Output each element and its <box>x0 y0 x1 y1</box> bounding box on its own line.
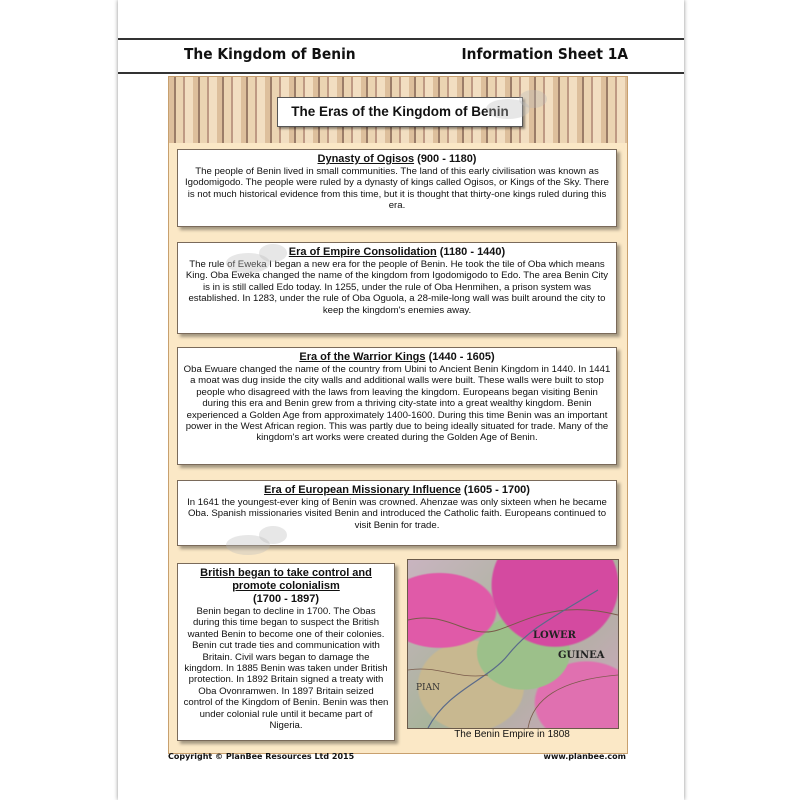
map-label-guinea: GUINEA <box>558 650 605 661</box>
content-frame <box>168 76 628 754</box>
era-heading: Era of the Warrior Kings (1440 - 1605) <box>299 351 495 363</box>
map-caption: The Benin Empire in 1808 <box>454 729 570 740</box>
map-lines <box>408 560 618 728</box>
era-box-ogisos <box>177 149 617 227</box>
website-footer: www.planbee.com <box>543 752 626 761</box>
era-text: The rule of Eweka I began a new era for the people of Benin. He took the tile of Oba which means King. Oba Eweka changed the name of the kingdom from Igodomigodo to Edo. The area Benin City is in is still called Edo today. In 1255, under the rule of Oba Henmihen, a prison system was established. In 1283, under the rule of Oba Oguola, a 28-mile-long wall was built around the city to keep the kingdom's enemies away. <box>185 259 609 316</box>
era-text: In 1641 the youngest-ever king of Benin was crowned. Ahenzae was only sixteen when he became Oba. Spanish missionaries visited Benin and introduced the Catholic faith. Europeans continued to visit Benin for trade. <box>187 497 607 531</box>
banner-title: The Eras of the Kingdom of Benin <box>277 97 523 127</box>
era-text: Oba Ewuare changed the name of the country from Ubini to Ancient Benin Kingdom in 1440. In 1441 a moat was dug inside the city walls and additional walls were built. These walls were built to stop people who disagreed with the laws from leaving the kingdom. Europeans began visiting Benin during this era and Benin grew from a thriving city-state into a great wealthy kingdom. Benin experienced a Golden Age from approximately 1400-1600. During this time Benin was an important power in the West African region. This was partly due to being ideally situated for trade. Many of the kingdom's art works were created during the Golden Age of Benin. <box>183 364 611 444</box>
information-sheet <box>118 0 684 800</box>
era-box-empire-consolidation <box>177 242 617 334</box>
map-label-pian: PIAN <box>416 683 440 693</box>
sheet-topic-title: The Kingdom of Benin <box>184 45 356 63</box>
map-label-lower: LOWER <box>533 630 576 641</box>
era-heading: Dynasty of Ogisos (900 - 1180) <box>317 153 477 165</box>
era-heading: Era of European Missionary Influence (1605 - 1700) <box>264 484 530 496</box>
era-box-british-control <box>177 563 395 741</box>
era-heading: British began to take control and promote colonialism (1700 - 1897) <box>200 567 372 605</box>
sheet-number-title: Information Sheet 1A <box>461 45 628 63</box>
era-text: Benin began to decline in 1700. The Obas during this time began to suspect the British wanted Benin to become one of their colonies. Benin cut trade ties and communication with Britain. Civil wars began to damage the kingdom. In 1885 Benin was taken under British protection. In 1892 Britain signed a treaty with Oba Ovonramwen. In 1897 Britain seized control of the Kingdom of Benin. Benin was then under colonial rule until it became part of Nigeria. <box>183 606 389 732</box>
era-box-european-missionary <box>177 480 617 546</box>
benin-empire-map-image <box>407 559 619 729</box>
era-text: The people of Benin lived in small communities. The land of this early civilisation was known as Igodomigodo. The people were ruled by a dynasty of kings called Ogisos, or Kings of the Sky. There is not much historical evidence from this time, but it is thought that thirty-one kings ruled during this era. <box>185 166 609 212</box>
copyright-footer: Copyright © PlanBee Resources Ltd 2015 <box>168 752 355 761</box>
era-box-warrior-kings <box>177 347 617 465</box>
sheet-header <box>118 38 684 74</box>
era-heading: Era of Empire Consolidation (1180 - 1440) <box>288 246 506 258</box>
